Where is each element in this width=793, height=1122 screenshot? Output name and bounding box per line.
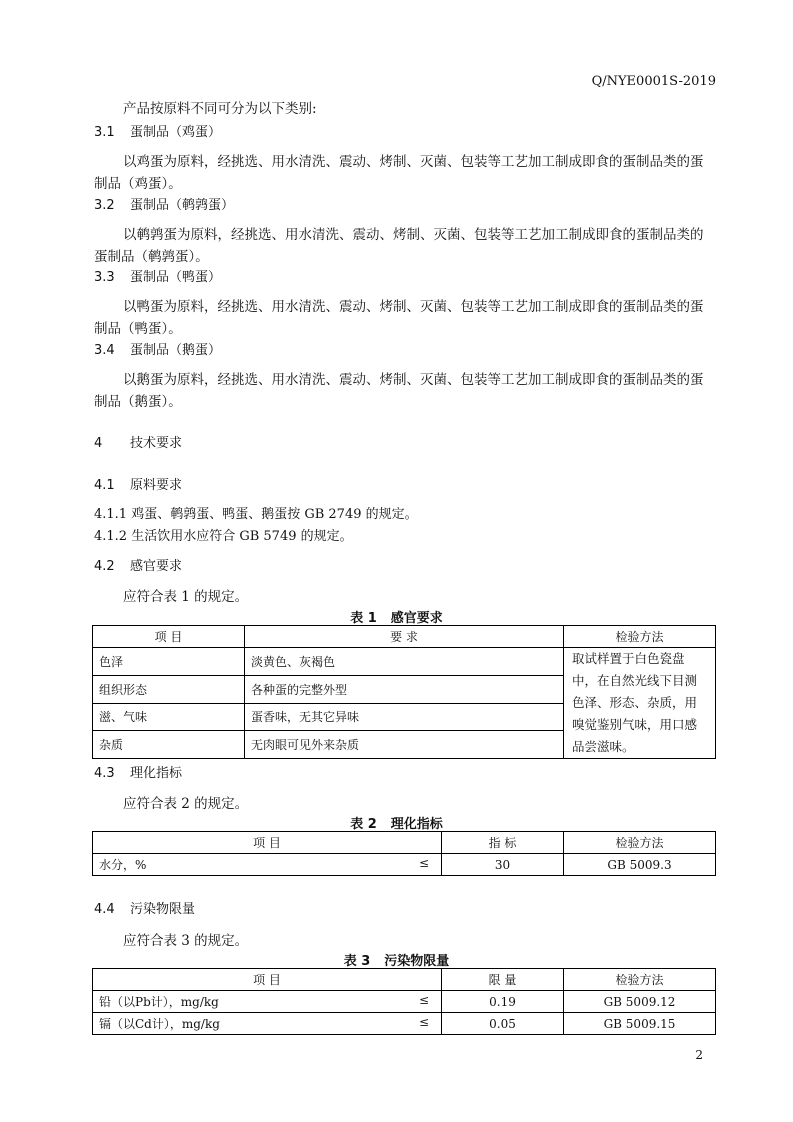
heading-title: 蛋制品（鸡蛋） (130, 125, 222, 140)
heading-title: 技术要求 (130, 436, 183, 451)
heading-4-4 (94, 898, 195, 917)
paragraph-line: 制品（鸭蛋）。 (94, 321, 182, 337)
item-label: 镉（以Cd计），mg/kg (99, 1017, 220, 1031)
caption-number: 表 1 (350, 611, 377, 626)
intro-text: 产品按原料不同可分为以下类别: (123, 101, 317, 117)
standard-number: Q/NYE0001S-2019 (591, 74, 716, 89)
table-cell: 色泽 (93, 648, 245, 676)
comparison-operator: ≤ (418, 993, 429, 1007)
heading-title: 原料要求 (130, 478, 183, 493)
table-cell: 0.05 (442, 1013, 564, 1035)
table-cell: GB 5009.15 (564, 1013, 716, 1035)
heading-4 (94, 432, 182, 451)
column-header: 项 目 (93, 969, 442, 991)
page-number: 2 (695, 1048, 703, 1062)
table-3-caption (0, 950, 793, 969)
heading-number: 4.2 (94, 559, 115, 574)
table-2 (92, 831, 716, 876)
column-header: 检验方法 (564, 832, 716, 854)
table-cell: GB 5009.12 (564, 991, 716, 1013)
heading-4-1 (94, 474, 182, 493)
clause-4-1-1: 4.1.1 鸡蛋、鹌鹑蛋、鸭蛋、鹅蛋按 GB 2749 的规定。 (94, 507, 418, 522)
paragraph-line: 应符合表 1 的规定。 (123, 589, 249, 605)
table-2-caption (0, 813, 793, 832)
paragraph-line: 以鸡蛋为原料，经挑选、用水清洗、震动、烤制、灭菌、包装等工艺加工制成即食的蛋制品类的蛋 (123, 154, 704, 170)
heading-4-3 (94, 762, 182, 781)
heading-number: 3.3 (94, 270, 115, 285)
table-header-row (93, 832, 716, 854)
item-label: 水分，% (99, 858, 147, 872)
paragraph-line: 应符合表 2 的规定。 (123, 796, 249, 812)
table-1-caption (0, 607, 793, 626)
table-1 (92, 625, 716, 759)
table-cell: 杂质 (93, 731, 245, 759)
table-cell: 0.19 (442, 991, 564, 1013)
column-header: 检验方法 (564, 626, 716, 648)
heading-title: 污染物限量 (130, 902, 196, 917)
heading-title: 感官要求 (130, 559, 183, 574)
paragraph-line: 以鹅蛋为原料，经挑选、用水清洗、震动、烤制、灭菌、包装等工艺加工制成即食的蛋制品类的蛋 (123, 372, 704, 388)
caption-number: 表 3 (343, 954, 371, 969)
column-header: 检验方法 (564, 969, 716, 991)
paragraph-line: 制品（鸡蛋）。 (94, 176, 182, 192)
table-cell: GB 5009.3 (564, 854, 716, 876)
column-header: 项 目 (93, 626, 245, 648)
heading-title: 蛋制品（鸭蛋） (130, 270, 222, 285)
heading-number: 4 (94, 436, 103, 451)
heading-title: 蛋制品（鹅蛋） (130, 343, 222, 358)
table-row (93, 854, 716, 876)
item-label: 铅（以Pb计），mg/kg (99, 995, 219, 1009)
heading-number: 3.4 (94, 343, 115, 358)
heading-3-4 (94, 339, 221, 358)
heading-number: 3.1 (94, 125, 115, 140)
caption-title: 感官要求 (390, 611, 443, 626)
comparison-operator: ≤ (418, 856, 429, 870)
comparison-operator: ≤ (418, 1015, 429, 1029)
paragraph-line: 以鸭蛋为原料，经挑选、用水清洗、震动、烤制、灭菌、包装等工艺加工制成即食的蛋制品类的蛋 (123, 299, 704, 315)
paragraph-line: 应符合表 3 的规定。 (123, 933, 249, 949)
paragraph-line: 制品（鹅蛋）。 (94, 394, 182, 410)
paragraph-line: 以鹌鹑蛋为原料，经挑选、用水清洗、震动、烤制、灭菌、包装等工艺加工制成即食的蛋制品类的 (123, 227, 704, 243)
table-header-row (93, 626, 716, 648)
heading-title: 蛋制品（鹌鹑蛋） (130, 198, 235, 213)
table-cell: 组织形态 (93, 675, 245, 703)
table-cell: 淡黄色、灰褐色 (245, 648, 564, 676)
table-row (93, 991, 716, 1013)
table-cell: 无肉眼可见外来杂质 (245, 731, 564, 759)
table-cell: 各种蛋的完整外型 (245, 675, 564, 703)
table-cell: 滋、气味 (93, 703, 245, 731)
column-header: 项 目 (93, 832, 442, 854)
column-header: 限 量 (442, 969, 564, 991)
table-row (93, 1013, 716, 1035)
caption-title: 理化指标 (390, 817, 443, 832)
table-cell (93, 1013, 442, 1035)
heading-4-2 (94, 555, 182, 574)
heading-number: 4.1 (94, 478, 115, 493)
table-cell (93, 991, 442, 1013)
heading-number: 4.3 (94, 766, 115, 781)
heading-3-1 (94, 121, 221, 140)
paragraph-line: 蛋制品（鹌鹑蛋）。 (94, 249, 209, 265)
table-cell: 30 (442, 854, 564, 876)
caption-number: 表 2 (350, 817, 377, 832)
caption-title: 污染物限量 (384, 954, 450, 969)
inspection-method-cell: 取试样置于白色瓷盘中，在自然光线下目测色泽、形态、杂质，用嗅觉鉴别气味，用口感品尝滋味。 (564, 648, 716, 759)
table-row (93, 648, 716, 676)
heading-number: 4.4 (94, 902, 115, 917)
heading-title: 理化指标 (130, 766, 183, 781)
table-cell: 蛋香味，无其它异味 (245, 703, 564, 731)
table-3 (92, 968, 716, 1035)
column-header: 要 求 (245, 626, 564, 648)
heading-number: 3.2 (94, 198, 115, 213)
heading-3-3 (94, 266, 221, 285)
clause-4-1-2: 4.1.2 生活饮用水应符合 GB 5749 的规定。 (94, 529, 353, 544)
table-cell (93, 854, 442, 876)
column-header: 指 标 (442, 832, 564, 854)
table-header-row (93, 969, 716, 991)
heading-3-2 (94, 194, 234, 213)
